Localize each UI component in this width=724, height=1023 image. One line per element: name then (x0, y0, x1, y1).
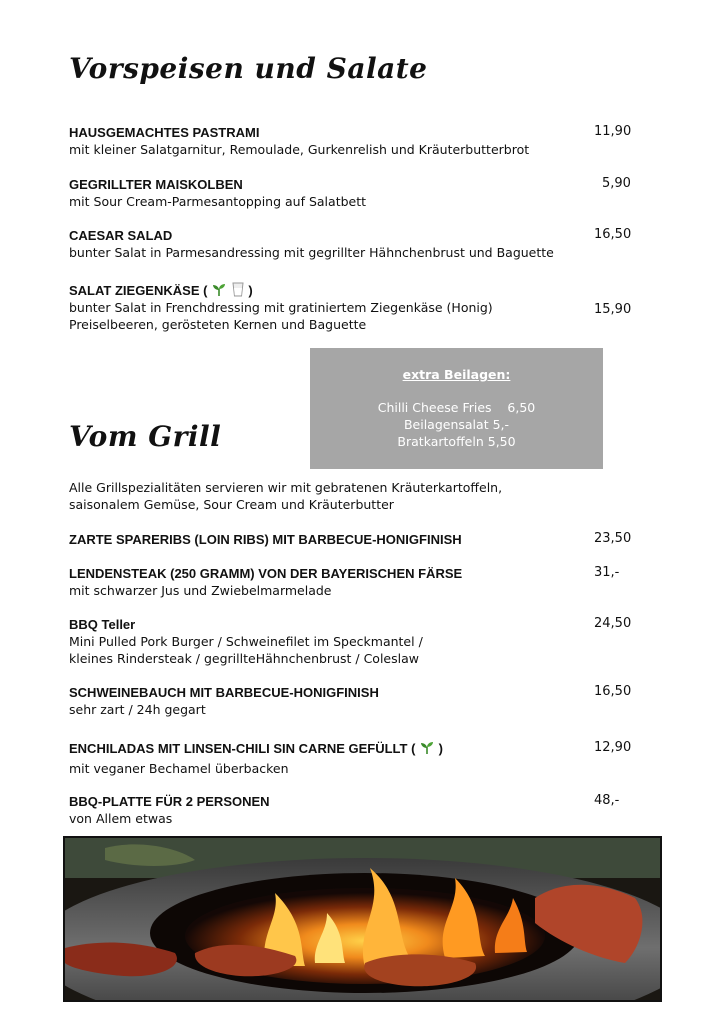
sprout-icon (419, 741, 435, 755)
item-description: mit veganer Bechamel überbacken (69, 761, 289, 776)
item-title-text: ) (248, 283, 253, 298)
extras-line: Beilagensalat 5,- (403, 417, 510, 432)
section-heading-starters: Vorspeisen und Salate (69, 52, 428, 85)
item-price: 48,- (594, 793, 620, 808)
item-price: 11,90 (594, 124, 632, 139)
item-title: CAESAR SALAD (69, 228, 173, 243)
menu-item-bbq-platte (69, 793, 639, 827)
grill-fire-image (65, 838, 660, 1000)
item-title: GEGRILLTER MAISKOLBEN (69, 177, 243, 192)
item-price: 15,90 (594, 302, 632, 317)
intro-text: Alle Grillspezialitäten servieren wir mit gebratenen Kräuterkartoffeln, (69, 480, 503, 495)
item-title-text: ) (438, 741, 444, 756)
item-title: BBQ-PLATTE FÜR 2 PERSONEN (69, 794, 270, 809)
item-description: mit schwarzer Jus und Zwiebelmarmelade (69, 583, 332, 598)
menu-item-spareribs (69, 531, 639, 548)
item-title (69, 740, 639, 757)
item-description: Preiselbeeren, gerösteten Kernen und Baguette (69, 317, 367, 332)
item-title-text: SALAT ZIEGENKÄSE ( (69, 283, 208, 298)
item-title: BBQ Teller (69, 617, 136, 632)
extras-line: Bratkartoffeln 5,50 (397, 434, 516, 449)
menu-item-schweinebauch (69, 684, 639, 718)
item-description: mit kleiner Salatgarnitur, Remoulade, Gurkenrelish und Kräuterbutterbrot (69, 142, 530, 157)
item-description: Mini Pulled Pork Burger / Schweinefilet im Speckmantel / (69, 634, 423, 649)
extras-title: extra Beilagen: (402, 367, 511, 382)
item-price: 5,90 (602, 176, 631, 191)
menu-item-caesar-salad (69, 227, 639, 261)
item-description: bunter Salat in Parmesandressing mit gegrillter Hähnchenbrust und Baguette (69, 245, 554, 260)
item-title: HAUSGEMACHTES PASTRAMI (69, 125, 260, 140)
menu-item-pastrami (69, 124, 639, 158)
item-description: bunter Salat in Frenchdressing mit gratiniertem Ziegenkäse (Honig) (69, 300, 493, 315)
extras-line: Chilli Cheese Fries 6,50 (377, 400, 536, 415)
menu-item-lendensteak (69, 565, 639, 599)
item-price: 23,50 (594, 531, 632, 546)
grill-photo (63, 836, 662, 1002)
item-description: sehr zart / 24h gegart (69, 702, 206, 717)
item-price: 31,- (594, 565, 620, 580)
item-price: 24,50 (594, 616, 632, 631)
grill-intro (69, 479, 639, 513)
item-title (69, 282, 639, 299)
menu-item-salat-ziegenkaese (69, 282, 639, 333)
menu-item-maiskolben (69, 176, 639, 210)
item-price: 12,90 (594, 740, 632, 755)
intro-text: saisonalem Gemüse, Sour Cream und Kräuterbutter (69, 497, 394, 512)
section-heading-grill: Vom Grill (69, 420, 222, 453)
item-description: von Allem etwas (69, 811, 173, 826)
extras-box (310, 348, 603, 469)
item-price: 16,50 (594, 227, 632, 242)
item-price: 16,50 (594, 684, 632, 699)
menu-item-bbq-teller (69, 616, 639, 667)
item-title: ZARTE SPARERIBS (LOIN RIBS) MIT BARBECUE-HONIGFINISH (69, 532, 462, 547)
menu-item-enchiladas (69, 740, 639, 777)
item-description: mit Sour Cream-Parmesantopping auf Salatbett (69, 194, 367, 209)
item-description: kleines Rindersteak / gegrillteHähnchenbrust / Coleslaw (69, 651, 419, 666)
item-title-text: ENCHILADAS MIT LINSEN-CHILI SIN CARNE GEFÜLLT ( (69, 741, 416, 756)
item-title: SCHWEINEBAUCH MIT BARBECUE-HONIGFINISH (69, 685, 379, 700)
sprout-icon (211, 283, 227, 297)
glass-icon (231, 282, 245, 297)
item-title: LENDENSTEAK (250 GRAMM) VON DER BAYERISCHEN FÄRSE (69, 566, 463, 581)
